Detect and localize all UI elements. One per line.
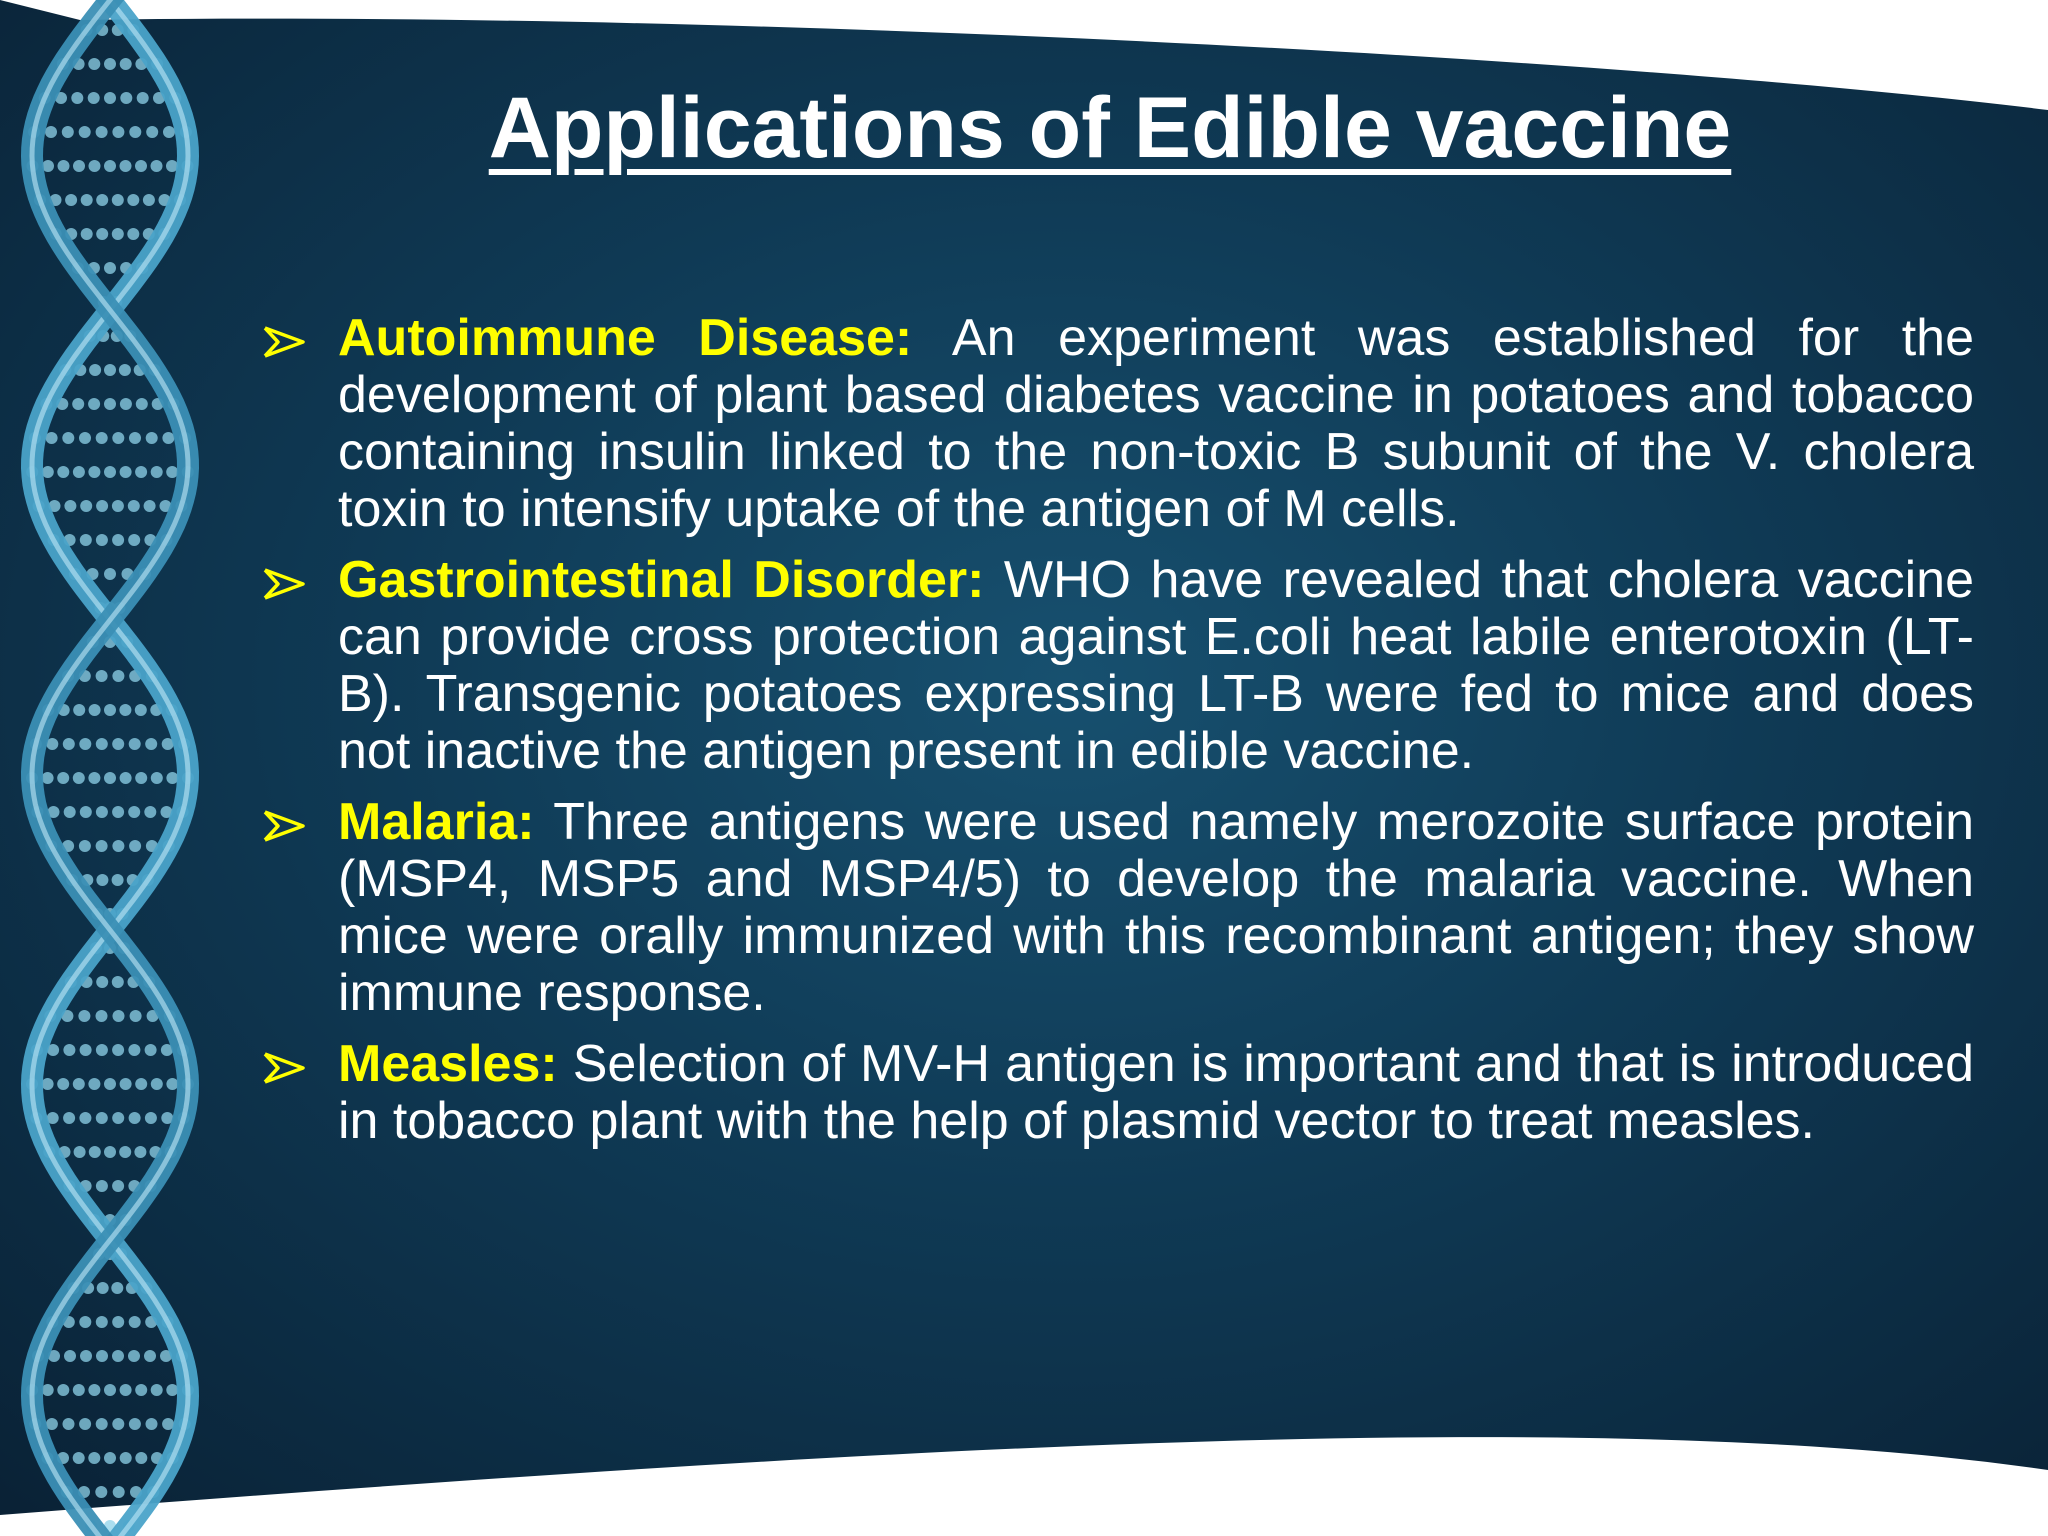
dna-bead <box>112 738 124 750</box>
dna-bead <box>104 262 116 274</box>
dna-bead <box>88 1078 100 1090</box>
dna-bead <box>119 364 131 376</box>
arrowhead-bullet-icon <box>262 567 306 601</box>
dna-bead <box>79 1112 91 1124</box>
dna-bead <box>96 806 108 818</box>
dna-bead <box>79 1418 91 1430</box>
dna-bead <box>127 194 139 206</box>
dna-bead <box>104 1452 116 1464</box>
dna-bead <box>65 194 77 206</box>
dna-bead <box>135 1078 147 1090</box>
dna-bead <box>127 228 139 240</box>
dna-bead <box>134 1146 146 1158</box>
bullet-label: Malaria: <box>338 793 535 851</box>
dna-bead <box>89 364 101 376</box>
bullet-text: Three antigens were used namely merozoite surface protein (MSP4, MSP5 and MSP4/5) to develop the malaria vaccine. When mice were orally immunized with this recombinant antigen; they show immune response. <box>338 793 1975 1022</box>
dna-bead <box>74 1146 86 1158</box>
dna-bead <box>104 772 116 784</box>
dna-bead <box>135 1384 147 1396</box>
slide-title: Applications of Edible vaccine <box>488 80 1732 176</box>
dna-bead <box>78 1010 90 1022</box>
dna-bead <box>81 228 93 240</box>
dna-bead <box>73 466 85 478</box>
dna-bead <box>120 398 132 410</box>
dna-bead <box>146 1418 158 1430</box>
dna-bead <box>64 806 76 818</box>
dna-bead <box>64 1350 76 1362</box>
bullet-item-malaria <box>262 794 1974 1022</box>
arrowhead-bullet-icon <box>262 325 306 359</box>
dna-bead <box>119 1146 131 1158</box>
dna-bead <box>146 432 158 444</box>
dna-bead <box>128 1044 140 1056</box>
dna-bead <box>120 58 132 70</box>
dna-bead <box>42 772 54 784</box>
bullet-item-gastrointestinal <box>262 552 1974 780</box>
dna-bead <box>96 1350 108 1362</box>
dna-bead <box>88 398 100 410</box>
dna-bead <box>46 432 58 444</box>
dna-bead <box>145 1112 157 1124</box>
dna-bead <box>96 228 108 240</box>
dna-bead <box>166 1384 178 1396</box>
dna-bead <box>96 534 108 546</box>
dna-bead <box>96 840 108 852</box>
bullet-list <box>262 310 1974 1164</box>
dna-bead <box>145 1044 157 1056</box>
dna-bead <box>129 1418 141 1430</box>
bullet-item-autoimmune <box>262 310 1974 538</box>
dna-bead <box>88 1384 100 1396</box>
dna-bead <box>129 840 141 852</box>
dna-bead <box>104 1078 116 1090</box>
dna-bead <box>73 1384 85 1396</box>
dna-bead <box>73 704 85 716</box>
dna-bead <box>57 466 69 478</box>
dna-bead <box>79 840 91 852</box>
dna-bead <box>42 466 54 478</box>
dna-bead <box>128 534 140 546</box>
bullet-label: Autoimmune Disease: <box>338 309 913 367</box>
dna-bead <box>81 194 93 206</box>
dna-bead <box>112 1418 124 1430</box>
bullet-text: Selection of MV-H antigen is important and that is introduced in tobacco plant with the help of plasmid vector to treat measles. <box>338 1035 1974 1150</box>
dna-bead <box>128 500 140 512</box>
dna-bead <box>112 1316 124 1328</box>
dna-bead <box>104 398 116 410</box>
dna-bead <box>57 772 69 784</box>
dna-bead <box>89 704 101 716</box>
dna-bead <box>120 772 132 784</box>
dna-bead <box>80 500 92 512</box>
arrowhead-bullet-icon <box>262 809 306 843</box>
dna-bead <box>63 1112 75 1124</box>
dna-bead <box>42 1384 54 1396</box>
dna-bead <box>135 772 147 784</box>
dna-bead <box>80 1044 92 1056</box>
dna-bead <box>130 1010 142 1022</box>
dna-bead <box>73 1078 85 1090</box>
dna-bead <box>104 466 116 478</box>
dna-bead <box>136 398 148 410</box>
dna-bead <box>96 738 108 750</box>
dna-bead <box>104 1384 116 1396</box>
dna-bead <box>96 500 108 512</box>
dna-bead <box>120 1078 132 1090</box>
dna-bead <box>120 466 132 478</box>
dna-bead <box>96 432 108 444</box>
dna-bead <box>120 1384 132 1396</box>
dna-bead <box>112 1112 124 1124</box>
dna-bead <box>151 772 163 784</box>
dna-bead <box>129 432 141 444</box>
dna-bead <box>145 738 157 750</box>
dna-bead <box>79 738 91 750</box>
dna-bead <box>104 1146 116 1158</box>
dna-bead <box>166 466 178 478</box>
dna-bead <box>112 806 124 818</box>
dna-bead <box>97 1282 109 1294</box>
dna-bead <box>135 466 147 478</box>
dna-bead <box>113 1010 125 1022</box>
dna-bead <box>88 1452 100 1464</box>
dna-bead <box>135 1452 147 1464</box>
dna-bead <box>151 466 163 478</box>
dna-bead <box>144 500 156 512</box>
dna-bead <box>96 1010 108 1022</box>
dna-bead <box>129 1112 141 1124</box>
dna-bead <box>112 1180 124 1192</box>
dna-bead <box>112 976 124 988</box>
dna-bead <box>128 806 140 818</box>
dna-bead <box>57 1078 69 1090</box>
dna-bead <box>129 738 141 750</box>
dna-bead <box>112 670 124 682</box>
dna-bead <box>112 874 124 886</box>
dna-bead <box>88 58 100 70</box>
dna-bead <box>96 1418 108 1430</box>
dna-bead <box>166 772 178 784</box>
dna-bead <box>73 1452 85 1464</box>
dna-bead <box>57 1384 69 1396</box>
dna-bead <box>112 500 124 512</box>
dna-bead <box>128 1350 140 1362</box>
dna-bead <box>112 1350 124 1362</box>
bullet-label: Measles: <box>338 1035 558 1093</box>
dna-bead <box>80 534 92 546</box>
dna-bead <box>64 500 76 512</box>
dna-bead <box>104 704 116 716</box>
dna-bead <box>79 432 91 444</box>
dna-bead <box>79 1316 91 1328</box>
dna-bead <box>96 670 108 682</box>
dna-bead <box>104 568 116 580</box>
dna-bead <box>96 1044 108 1056</box>
dna-bead <box>112 194 124 206</box>
dna-bead <box>89 1146 101 1158</box>
dna-bead <box>119 704 131 716</box>
dna-bead <box>112 432 124 444</box>
dna-bead <box>112 228 124 240</box>
bullet-text: An experiment was established for the development of plant based diabetes vaccine in potatoes and tobacco containing insulin linked to the non-toxic B subunit of the V. cholera toxin to intensify uptake of the antigen of M cells. <box>338 309 1975 538</box>
dna-bead <box>63 1044 75 1056</box>
dna-bead <box>96 1180 108 1192</box>
dna-bead <box>144 1350 156 1362</box>
dna-bead <box>62 432 74 444</box>
bullet-label: Gastrointestinal Disorder: <box>338 551 985 609</box>
dna-bead <box>112 534 124 546</box>
dna-bead <box>88 772 100 784</box>
dna-bead <box>88 466 100 478</box>
dna-bead <box>120 1452 132 1464</box>
dna-bead <box>96 1316 108 1328</box>
dna-bead <box>95 1486 107 1498</box>
dna-bead <box>166 1078 178 1090</box>
dna-bead <box>135 704 147 716</box>
dna-bead <box>112 1044 124 1056</box>
bullet-item-measles <box>262 1036 1974 1150</box>
arrowhead-bullet-icon <box>262 1051 306 1085</box>
dna-bead <box>96 1112 108 1124</box>
dna-bead <box>80 1350 92 1362</box>
dna-bead <box>104 364 116 376</box>
dna-bead <box>96 976 108 988</box>
dna-bead <box>112 840 124 852</box>
bullet-text: WHO have revealed that cholera vaccine can provide cross protection against E.coli heat labile enterotoxin (LT-B). Transgenic potatoes expressing LT-B were fed to mice and does not inactive the antigen present in edible vaccine. <box>338 551 1975 780</box>
dna-bead <box>42 1078 54 1090</box>
dna-bead <box>144 806 156 818</box>
dna-bead <box>63 738 75 750</box>
dna-bead <box>151 1078 163 1090</box>
dna-bead <box>104 58 116 70</box>
dna-bead <box>96 194 108 206</box>
dna-bead <box>63 1418 75 1430</box>
dna-bead <box>73 772 85 784</box>
dna-bead <box>113 1486 125 1498</box>
dna-bead <box>151 1384 163 1396</box>
dna-bead <box>162 432 174 444</box>
dna-bead <box>143 194 155 206</box>
dna-bead <box>111 1282 123 1294</box>
dna-bead <box>80 806 92 818</box>
dna-bead <box>129 1316 141 1328</box>
dna-bead <box>96 874 108 886</box>
dna-helix-image <box>0 0 260 1536</box>
dna-bead <box>72 398 84 410</box>
